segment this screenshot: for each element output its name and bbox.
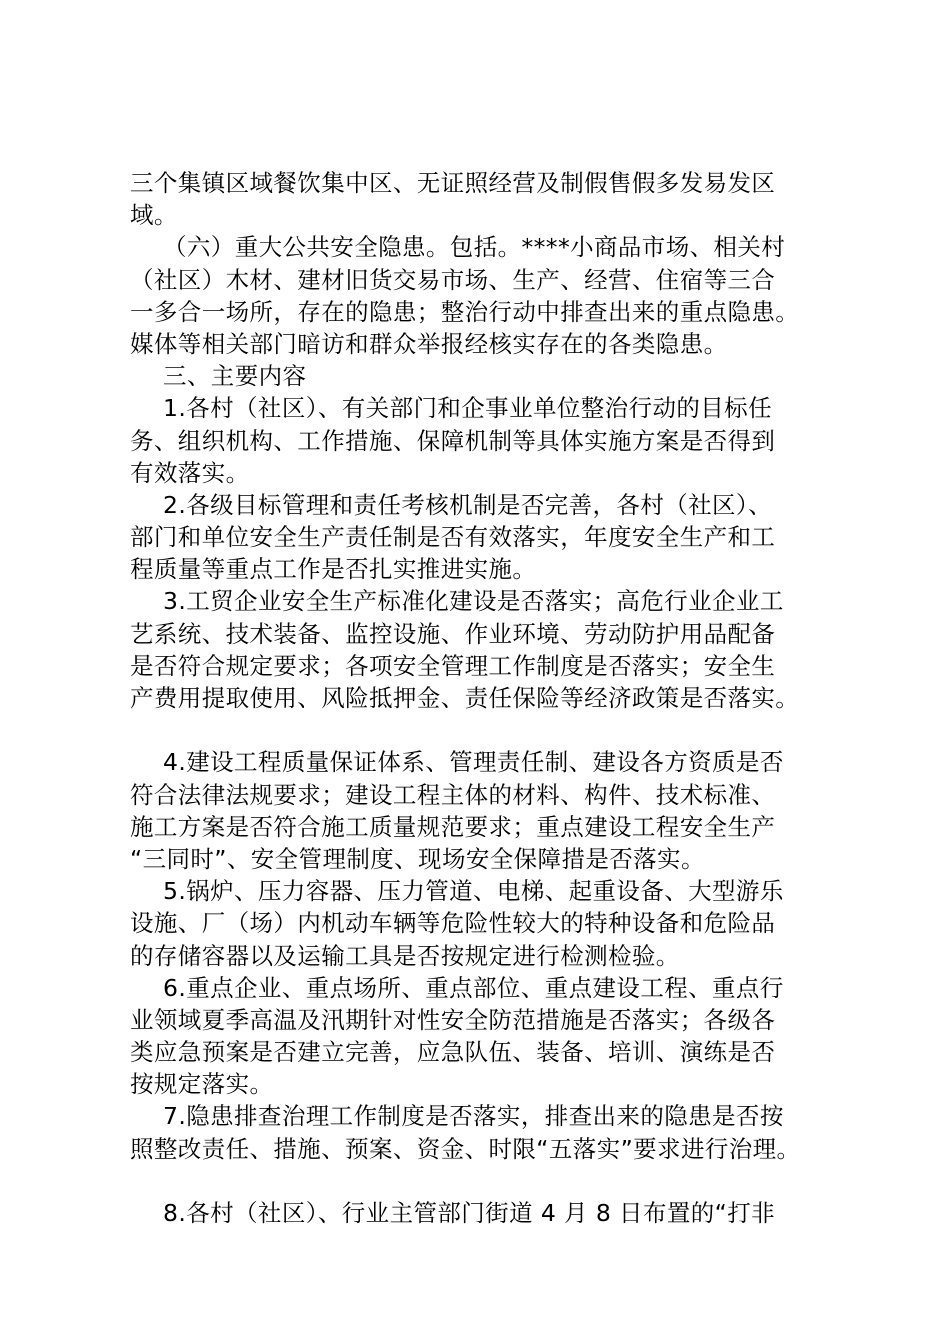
item-7-line-1: 7.隐患排查治理工作制度是否落实，排查出来的隐患是否按 (163, 1102, 784, 1131)
text-line-6: 媒体等相关部门暗访和群众举报经核实存在的各类隐患。 (130, 329, 728, 358)
text-line-4: （社区）木材、建材旧货交易市场、生产、经营、住宿等三合 (130, 265, 776, 294)
document-page (130, 167, 830, 1229)
item-3-line-2: 艺系统、技术装备、监控设施、作业环境、劳动防护用品配备 (130, 619, 776, 648)
item-5-line-1: 5.锅炉、压力容器、压力管道、电梯、起重设备、大型游乐 (163, 877, 784, 906)
section-3-heading: 三、主要内容 (163, 362, 307, 391)
text-line-2: 域。 (130, 201, 178, 230)
blank-line (130, 1165, 830, 1197)
text-line-5: 一多合一场所，存在的隐患；整治行动中排查出来的重点隐患。 (130, 297, 800, 326)
item-2-line-1: 2.各级目标管理和责任考核机制是否完善，各村（社区）、 (163, 490, 772, 519)
item-5-line-3: 的存储容器以及运输工具是否按规定进行检测检验。 (130, 941, 680, 970)
item-1-line-1: 1.各村（社区）、有关部门和企事业单位整治行动的目标任 (163, 394, 772, 423)
item-6-line-2: 业领域夏季高温及汛期针对性安全防范措施是否落实；各级各 (130, 1005, 776, 1034)
item-5-line-2: 设施、厂（场）内机动车辆等危险性较大的特种设备和危险品 (130, 909, 776, 938)
item-7-line-2: 照整改责任、措施、预案、资金、时限“五落实”要求进行治理。 (130, 1134, 801, 1163)
section-6-heading: （六）重大公共安全隐患。包括。****小商品市场、相关村 (163, 233, 786, 262)
item-2-line-2: 部门和单位安全生产责任制是否有效落实，年度安全生产和工 (130, 523, 776, 552)
item-6-line-4: 按规定落实。 (130, 1070, 274, 1099)
blank-line (130, 714, 830, 746)
item-4-line-1: 4.建设工程质量保证体系、管理责任制、建设各方资质是否 (163, 748, 784, 777)
item-2-line-3: 程质量等重点工作是否扎实推进实施。 (130, 555, 537, 584)
item-3-line-1: 3.工贸企业安全生产标准化建设是否落实；高危行业企业工 (163, 587, 784, 616)
item-4-line-4: “三同时”、安全管理制度、现场安全保障措是否落实。 (130, 844, 705, 873)
item-4-line-3: 施工方案是否符合施工质量规范要求；重点建设工程安全生产 (130, 812, 776, 841)
text-line-1: 三个集镇区域餐饮集中区、无证照经营及制假售假多发易发区 (130, 169, 776, 197)
item-4-line-2: 符合法律法规要求；建设工程主体的材料、构件、技术标准、 (130, 780, 776, 809)
item-8-line-1: 8.各村（社区）、行业主管部门街道 4 月 8 日布置的“打非 (163, 1199, 776, 1227)
item-1-line-2: 务、组织机构、工作措施、保障机制等具体实施方案是否得到 (130, 426, 776, 455)
item-6-line-1: 6.重点企业、重点场所、重点部位、重点建设工程、重点行 (163, 973, 784, 1002)
item-3-line-3: 是否符合规定要求；各项安全管理工作制度是否落实；安全生 (130, 651, 776, 680)
item-3-line-4: 产费用提取使用、风险抵押金、责任保险等经济政策是否落实。 (130, 684, 800, 712)
item-1-line-3: 有效落实。 (130, 458, 250, 487)
item-6-line-3: 类应急预案是否建立完善，应急队伍、装备、培训、演练是否 (130, 1038, 776, 1067)
